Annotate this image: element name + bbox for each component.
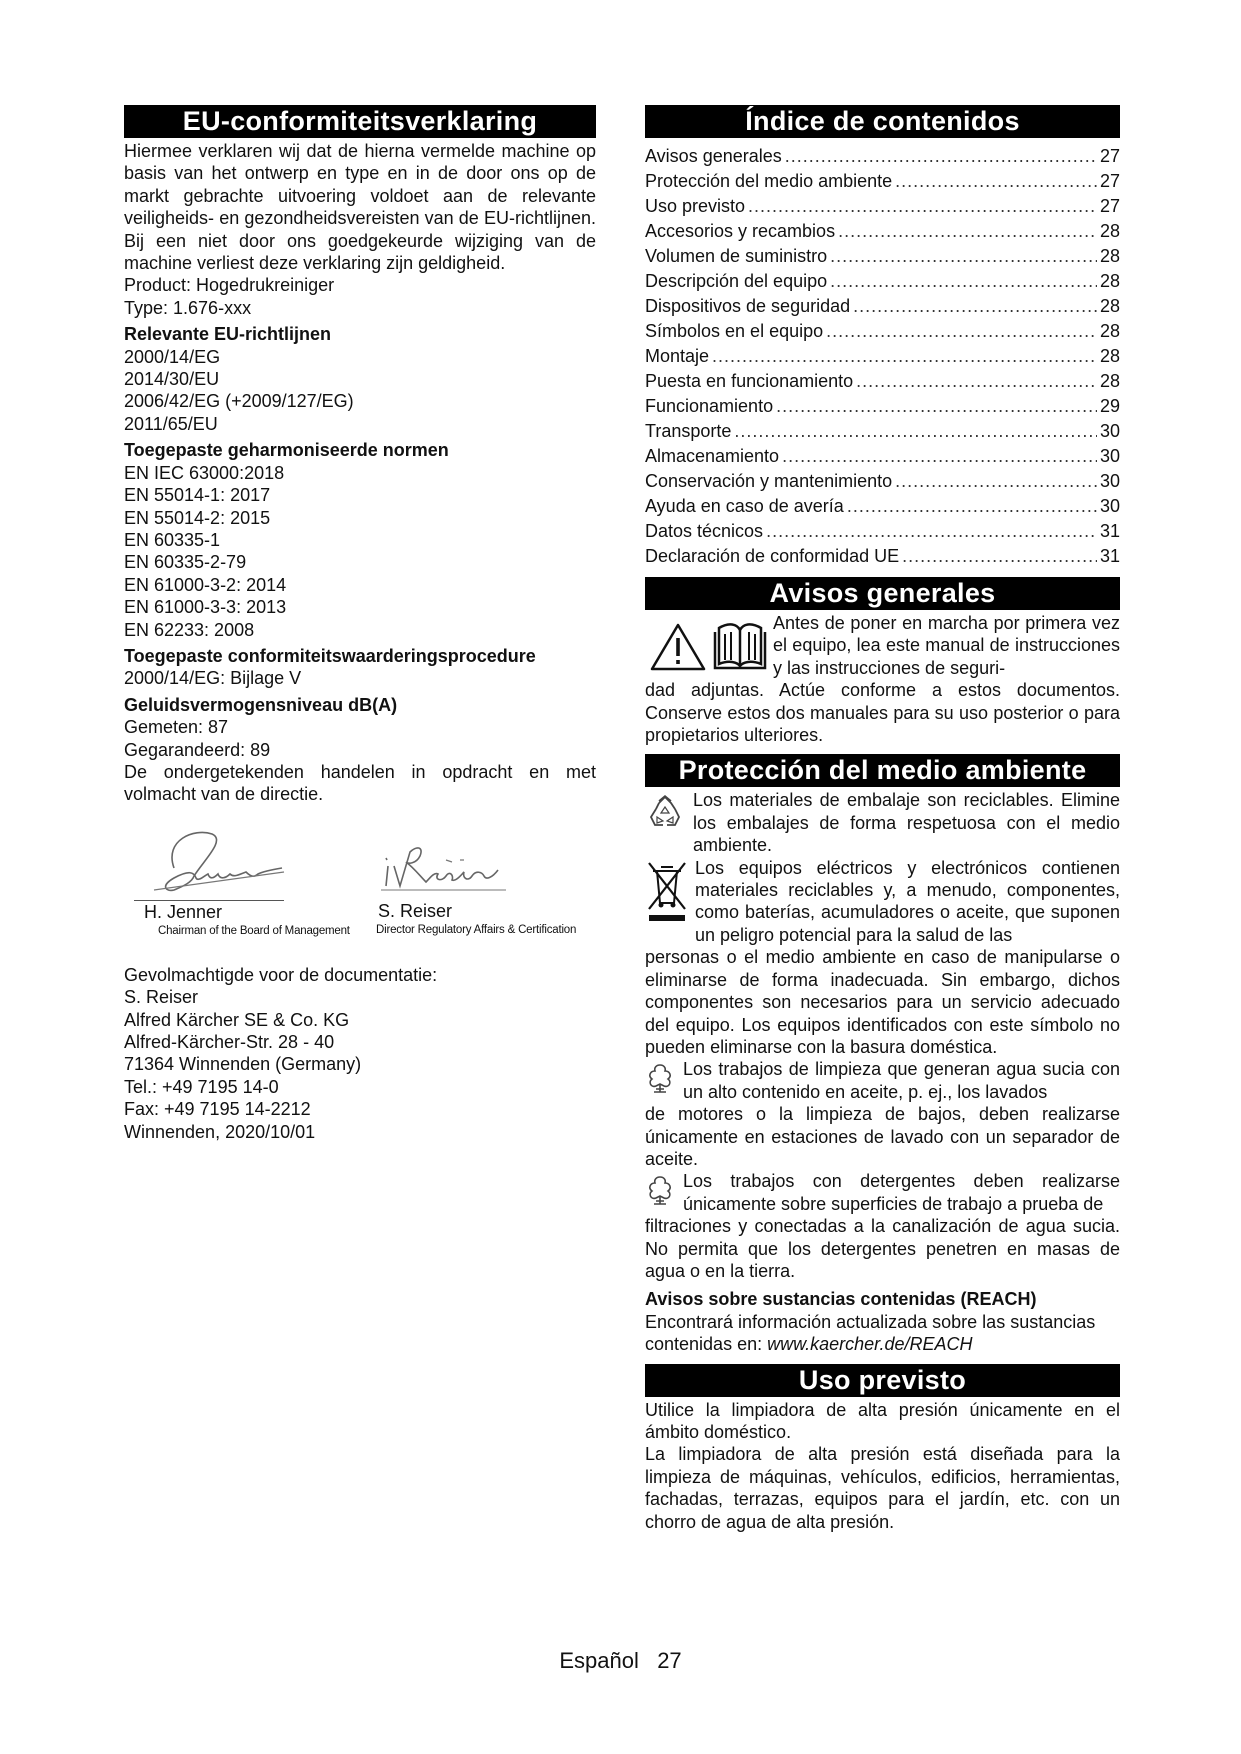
- toc-entry-label: Descripción del equipo: [645, 271, 828, 291]
- environment-detergent-text-2: filtraciones y conectadas a la canalización de agua sucia. No permita que los detergentes penetren en masas de agua o en la tierra.: [645, 1216, 1120, 1281]
- toc-entry-page: 30: [1099, 446, 1120, 466]
- tree-water-icon: [645, 1062, 675, 1096]
- doc-line: S. Reiser: [124, 987, 199, 1008]
- doc-line: Winnenden, 2020/10/01: [124, 1121, 316, 1142]
- toc-entry-page: 31: [1099, 521, 1120, 541]
- toc-entry-label: Declaración de conformidad UE: [645, 546, 900, 566]
- toc-entry-label: Ayuda en caso de avería: [645, 496, 844, 516]
- toc-entry-page: 30: [1099, 471, 1120, 491]
- toc-leader-dots: [902, 544, 1097, 569]
- toc-entry[interactable]: [645, 344, 1120, 369]
- general-notes-text-2: dad adjuntas. Actúe conforme a estos documentos. Conserve estos dos manuales para su uso posterior o para propietarios ulteriores.: [645, 680, 1120, 746]
- toc-leader-dots: [895, 469, 1097, 494]
- documentation-contact: [124, 964, 596, 1143]
- toc-entry-label: Símbolos en el equipo: [645, 321, 824, 341]
- table-of-contents: [645, 144, 1120, 569]
- warning-triangle-icon: [649, 622, 707, 672]
- toc-leader-dots: [895, 169, 1097, 194]
- sound-measured: Gemeten: 87: [124, 717, 229, 738]
- toc-entry-page: 28: [1099, 321, 1120, 341]
- toc-entry[interactable]: [645, 444, 1120, 469]
- environment-oil-text-2: de motores o la limpieza de bajos, deben realizarse únicamente en estaciones de lavado con un separador de aceite.: [645, 1104, 1120, 1169]
- toc-entry[interactable]: [645, 519, 1120, 544]
- toc-entry-label: Almacenamiento: [645, 446, 780, 466]
- intended-use-title: Uso previsto: [645, 1364, 1120, 1397]
- page-footer: [0, 1647, 1241, 1675]
- toc-title: Índice de contenidos: [645, 105, 1120, 138]
- toc-entry[interactable]: [645, 144, 1120, 169]
- signer-name: H. Jenner: [144, 901, 223, 922]
- toc-entry[interactable]: [645, 219, 1120, 244]
- sound-guaranteed: Gegarandeerd: 89: [124, 739, 271, 760]
- directive-item: 2014/30/EU: [124, 369, 220, 390]
- environment-weee-text-2: personas o el medio ambiente en caso de manipularse o eliminarse de forma inadecuada. Sin embargo, dichos componentes son necesarios para un servicio adecuado del equipo. Los equipos identificados con este símbolo no pueden eliminarse con la basura doméstica.: [645, 947, 1120, 1057]
- toc-entry[interactable]: [645, 244, 1120, 269]
- toc-leader-dots: [776, 394, 1097, 419]
- tree-water-icon: [645, 1174, 675, 1208]
- signature-jenner-image: [134, 820, 304, 900]
- toc-entry-label: Funcionamiento: [645, 396, 774, 416]
- toc-entry-page: 27: [1099, 171, 1120, 191]
- recycle-icon: [645, 793, 685, 833]
- toc-entry[interactable]: [645, 369, 1120, 394]
- general-notes-text-1: Antes de poner en marcha por primera vez el equipo, lea este manual de instrucciones y las instrucciones de seguri-: [773, 613, 1120, 678]
- toc-entry[interactable]: [645, 294, 1120, 319]
- directive-item: 2011/65/EU: [124, 413, 218, 434]
- standard-item: EN 55014-2: 2015: [124, 507, 271, 528]
- footer-language: Español: [559, 1648, 639, 1673]
- doc-line: Gevolmachtigde voor de documentatie:: [124, 964, 438, 985]
- toc-entry[interactable]: [645, 269, 1120, 294]
- toc-entry-label: Datos técnicos: [645, 521, 764, 541]
- reach-heading: Avisos sobre sustancias contenidas (REACH): [645, 1289, 1037, 1310]
- product-line: Product: Hogedrukreiniger: [124, 275, 335, 296]
- toc-entry[interactable]: [645, 544, 1120, 569]
- procedure-heading: Toegepaste conformiteitswaarderingsprocedure: [124, 645, 536, 666]
- toc-entry-page: 28: [1099, 271, 1120, 291]
- toc-entry-label: Conservación y mantenimiento: [645, 471, 893, 491]
- toc-entry-label: Volumen de suministro: [645, 246, 828, 266]
- toc-leader-dots: [856, 369, 1097, 394]
- toc-entry-label: Transporte: [645, 421, 732, 441]
- doc-line: Alfred Kärcher SE & Co. KG: [124, 1009, 350, 1030]
- environment-detergent-text-1: Los trabajos con detergentes deben realizarse únicamente sobre superficies de trabajo a prueba de: [683, 1171, 1120, 1214]
- toc-leader-dots: [766, 519, 1097, 544]
- doc-line: 71364 Winnenden (Germany): [124, 1054, 362, 1075]
- environment-recycle-text: Los materiales de embalaje son reciclables. Elimine los embalajes de forma respetuosa con el medio ambiente.: [693, 790, 1120, 856]
- sound-heading: Geluidsvermogensniveau dB(A): [124, 694, 398, 715]
- signatures: [124, 820, 596, 958]
- standards-list: [124, 462, 596, 641]
- environment-recycle-block: [645, 789, 1120, 856]
- toc-entry[interactable]: [645, 419, 1120, 444]
- toc-entry[interactable]: [645, 469, 1120, 494]
- toc-entry-page: 28: [1099, 296, 1120, 316]
- environment-oil-text-1: Los trabajos de limpieza que generan agua sucia con un alto contenido en aceite, p. ej., los lavados: [683, 1059, 1120, 1102]
- signer-title: Chairman of the Board of Management: [158, 924, 350, 937]
- toc-entry-label: Avisos generales: [645, 146, 782, 166]
- manual-book-icon: [711, 618, 769, 672]
- toc-leader-dots: [826, 319, 1097, 344]
- doc-line: Alfred-Kärcher-Str. 28 - 40: [124, 1032, 335, 1052]
- environment-weee-text-1: Los equipos eléctricos y electrónicos contienen materiales reciclables y, a menudo, componentes, como baterías, acumuladores o aceite, que suponen un peligro potencial para la salud de las: [695, 857, 1120, 945]
- toc-entry-page: 28: [1099, 371, 1120, 391]
- toc-entry[interactable]: [645, 394, 1120, 419]
- signature-jenner: [134, 820, 350, 939]
- eu-declaration-intro: Hiermee verklaren wij dat de hierna vermelde machine op basis van het ontwerp en type en in de door ons op de markt gebrachte uitvoering voldoet aan de relevante veiligheids- en gezondheidsvereisten van de EU-richtlijnen. Bij een niet door ons goedgekeurde wijziging van de machine verliest deze verklaring zijn geldigheid.: [124, 141, 596, 274]
- toc-entry-page: 28: [1099, 221, 1120, 241]
- directive-item: 2006/42/EG (+2009/127/EG): [124, 391, 354, 412]
- reach-link[interactable]: www.kaercher.de/REACH: [767, 1334, 973, 1355]
- standards-heading: Toegepaste geharmoniseerde normen: [124, 440, 449, 461]
- standard-item: EN 62233: 2008: [124, 619, 255, 640]
- intended-use-text-1: Utilice la limpiadora de alta presión únicamente en el ámbito doméstico.: [645, 1399, 1120, 1442]
- toc-entry-label: Uso previsto: [645, 196, 746, 216]
- toc-entry-page: 30: [1099, 496, 1120, 516]
- toc-entry-label: Dispositivos de seguridad: [645, 296, 851, 316]
- standard-item: EN 61000-3-3: 2013: [124, 597, 287, 618]
- toc-leader-dots: [782, 444, 1097, 469]
- general-notes-block: [645, 612, 1120, 679]
- toc-entry-page: 31: [1099, 546, 1120, 566]
- toc-entry-label: Protección del medio ambiente: [645, 171, 893, 191]
- toc-leader-dots: [734, 419, 1097, 444]
- toc-leader-dots: [830, 244, 1097, 269]
- toc-entry[interactable]: [645, 194, 1120, 219]
- intended-use-text-2: La limpiadora de alta presión está diseñada para la limpieza de máquinas, vehículos, edificios, herramientas, fachadas, terrazas, equipos para el jardín, etc. con un chorro de agua de alta presión.: [645, 1444, 1120, 1532]
- signer-title: Director Regulatory Affairs & Certification: [376, 923, 577, 936]
- weee-bin-icon: [645, 859, 689, 925]
- toc-leader-dots: [785, 144, 1097, 169]
- doc-line: Tel.: +49 7195 14-0: [124, 1076, 279, 1097]
- standard-item: EN 60335-1: [124, 529, 221, 550]
- eu-declaration-title: EU-conformiteitsverklaring: [124, 105, 596, 138]
- reach-text: [645, 1311, 1120, 1356]
- toc-leader-dots: [838, 219, 1097, 244]
- toc-entry[interactable]: [645, 319, 1120, 344]
- toc-entry-label: Accesorios y recambios: [645, 221, 836, 241]
- toc-entry-page: 27: [1099, 196, 1120, 216]
- procedure-value: 2000/14/EG: Bijlage V: [124, 668, 302, 689]
- toc-leader-dots: [853, 294, 1097, 319]
- signed-note: De ondergetekenden handelen in opdracht en met volmacht van de directie.: [124, 761, 596, 805]
- contents-column: [645, 105, 1120, 1533]
- toc-leader-dots: [830, 269, 1097, 294]
- toc-leader-dots: [847, 494, 1097, 519]
- standard-item: EN IEC 63000:2018: [124, 462, 285, 483]
- page-number: 27: [657, 1648, 682, 1673]
- environment-weee-block: [645, 857, 1120, 947]
- toc-entry[interactable]: [645, 169, 1120, 194]
- toc-entry-page: 29: [1099, 396, 1120, 416]
- directives-list: [124, 346, 596, 436]
- eu-declaration-column: [124, 105, 596, 1143]
- directive-item: 2000/14/EG: [124, 346, 221, 367]
- type-line: Type: 1.676-xxx: [124, 297, 252, 318]
- toc-entry-label: Montaje: [645, 346, 710, 366]
- toc-leader-dots: [748, 194, 1097, 219]
- toc-entry-page: 28: [1099, 346, 1120, 366]
- signature-reiser: [376, 820, 586, 938]
- reach-text-body: Encontrará información actualizada sobre las sustancias contenidas en:: [645, 1311, 1096, 1355]
- signature-reiser-image: [376, 820, 516, 900]
- toc-leader-dots: [712, 344, 1097, 369]
- toc-entry-label: Puesta en funcionamiento: [645, 371, 854, 391]
- general-notes-title: Avisos generales: [645, 577, 1120, 610]
- toc-entry-page: 28: [1099, 246, 1120, 266]
- standard-item: EN 55014-1: 2017: [124, 485, 271, 506]
- doc-line: Fax: +49 7195 14-2212: [124, 1099, 311, 1120]
- signer-name: S. Reiser: [378, 900, 453, 921]
- standard-item: EN 60335-2-79: [124, 552, 247, 573]
- toc-entry-page: 30: [1099, 421, 1120, 441]
- toc-entry[interactable]: [645, 494, 1120, 519]
- toc-entry-page: 27: [1099, 146, 1120, 166]
- environment-detergent-block: [645, 1170, 1120, 1215]
- environment-oil-block: [645, 1058, 1120, 1103]
- directives-heading: Relevante EU-richtlijnen: [124, 324, 332, 345]
- standard-item: EN 61000-3-2: 2014: [124, 574, 287, 595]
- environment-title: Protección del medio ambiente: [645, 754, 1120, 787]
